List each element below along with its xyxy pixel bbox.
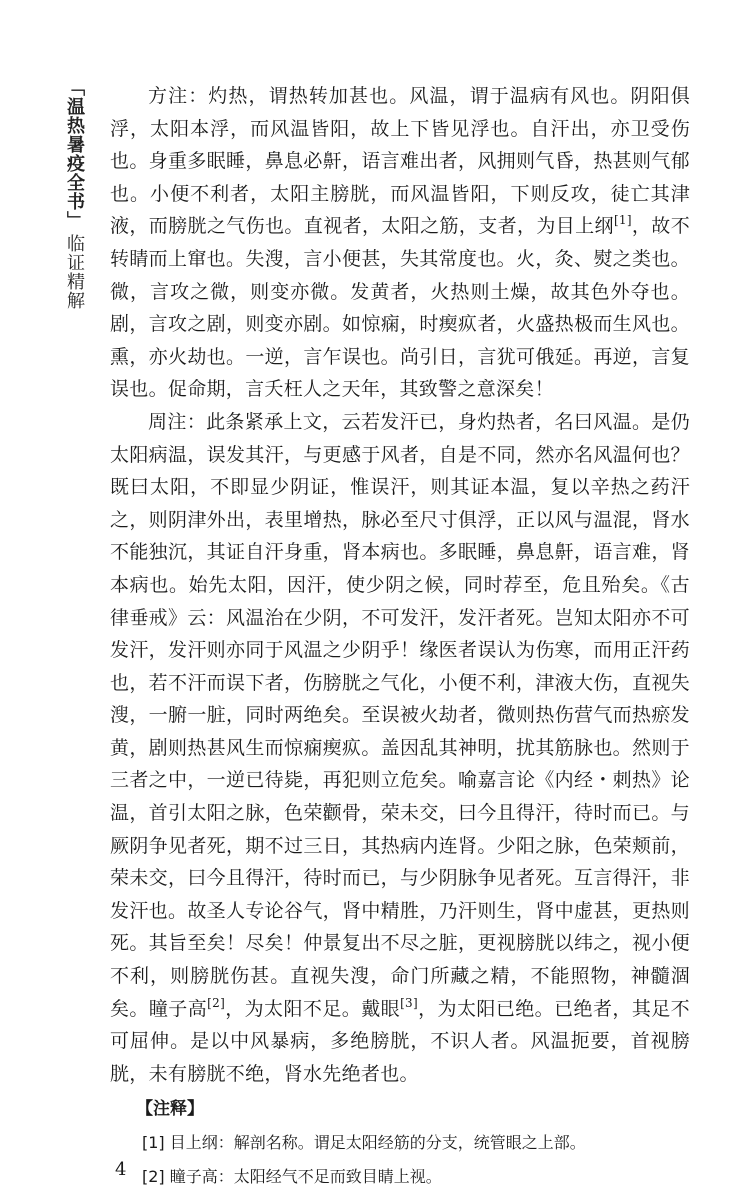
section-title: 临证精解 [64, 234, 85, 310]
notes-heading: 【注释】 [136, 1099, 204, 1120]
footnote-ref-3[interactable]: [3] [400, 995, 418, 1010]
commentary-fang [110, 80, 690, 406]
text-segment: 周注：此条紧承上文，云若发汗已，身灼热者，名曰风温。是仍太阳病温，误发其汗，与更感于风者，自是不同，然亦名风温何也？既曰太阳，不即显少阴证，惟误汗，则其证本温，复以辛热之药汗之，则阴津外出，表里增热，脉必至尺寸俱浮，正以风与温混，肾水不能独沉，其证自汗身重，肾本病也。多眠睡，鼻息鼾，语言难，肾本病也。始先太阳，因汗，使少阴之候，同时荐至，危且殆矣。《古律垂戒》云：风温治在少阴，不可发汗，发汗者死。岂知太阳亦不可发汗，发汗则亦同于风温之少阴乎！缘医者误认为伤寒，而用正汗药也，若不汗而误下者，伤膀胱之气化，小便不利，津液大伤，直视失溲，一腑一脏，同时两绝矣。至误被火劫者，微则热伤营气而热瘀发黄，剧则热甚风生而惊痫瘈疭。盖因乱其神明，扰其筋脉也。然则于三者之中，一逆已待毙，再犯则立危矣。喻嘉言论《内经・刺热》论温，首引太阳之脉，色荣颧骨，荣未交，曰今且得汗，待时而已。与厥阴争见者死，期不过三日，其热病内连肾。少阳之脉，色荣颊前，荣未交，曰今且得汗，待时而已，与少阴脉争见者死。互言得汗，非发汗也。故圣人专论谷气，肾中精胜，乃汗则生，肾中虚甚，更热则死。其旨至矣！尽矣！仲景复出不尽之脏，更视膀胱以纬之，视小便不利，则膀胱伤甚。直视失溲，命门所藏之精，不能照物，神髓涸矣。瞳子高 [110, 410, 690, 1020]
text-segment: ，为太阳不足。戴眼 [225, 997, 401, 1020]
text-segment: ，为太阳已绝。已绝者，其足不可屈伸。是以中风暴病，多绝膀胱，不识人者。风温扼要，首视膀胱，未有膀胱不绝，肾水先绝者也。 [110, 997, 690, 1085]
text-segment: ，故不转睛而上窜也。失溲，言小便甚，失其常度也。火，灸、熨之类也。微，言攻之微，则变亦微。发黄者，火热则土燥，故其色外夺也。剧，言攻之剧，则变亦剧。如惊痫，时瘈疭者，火盛热极而生风也。熏，亦火劫也。一逆，言乍误也。尚引日，言犹可俄延。再逆，言复误也。促命期，言夭枉人之天年，其致警之意深矣！ [110, 215, 690, 401]
commentary-zhou [110, 406, 690, 1090]
footnote-ref-1[interactable]: [1] [613, 213, 632, 228]
book-title: 「温热暑疫全书」 [64, 78, 85, 230]
note-item-1: [1] 目上纲：解剖名称。谓足太阳经筋的分支，统管眼之上部。 [142, 1133, 586, 1153]
running-header-vertical [58, 78, 86, 310]
footnote-ref-2[interactable]: [2] [207, 995, 226, 1010]
note-item-2: [2] 瞳子高：太阳经气不足而致目睛上视。 [142, 1167, 442, 1187]
page-number: 4 [115, 1159, 127, 1180]
page-body [110, 80, 690, 1194]
text-segment: 方注：灼热，谓热转加甚也。风温，谓于温病有风也。阴阳俱浮，太阳本浮，而风温皆阳，故上下皆见浮也。自汗出，亦卫受伤也。身重多眠睡，鼻息必鼾，语言难出者，风拥则气昏，热甚则气郁也。小便不利者，太阳主膀胱，而风温皆阳，下则反攻，徒亡其津液，而膀胱之气伤也。直视者，太阳之筋，支者，为目上纲 [110, 85, 690, 238]
